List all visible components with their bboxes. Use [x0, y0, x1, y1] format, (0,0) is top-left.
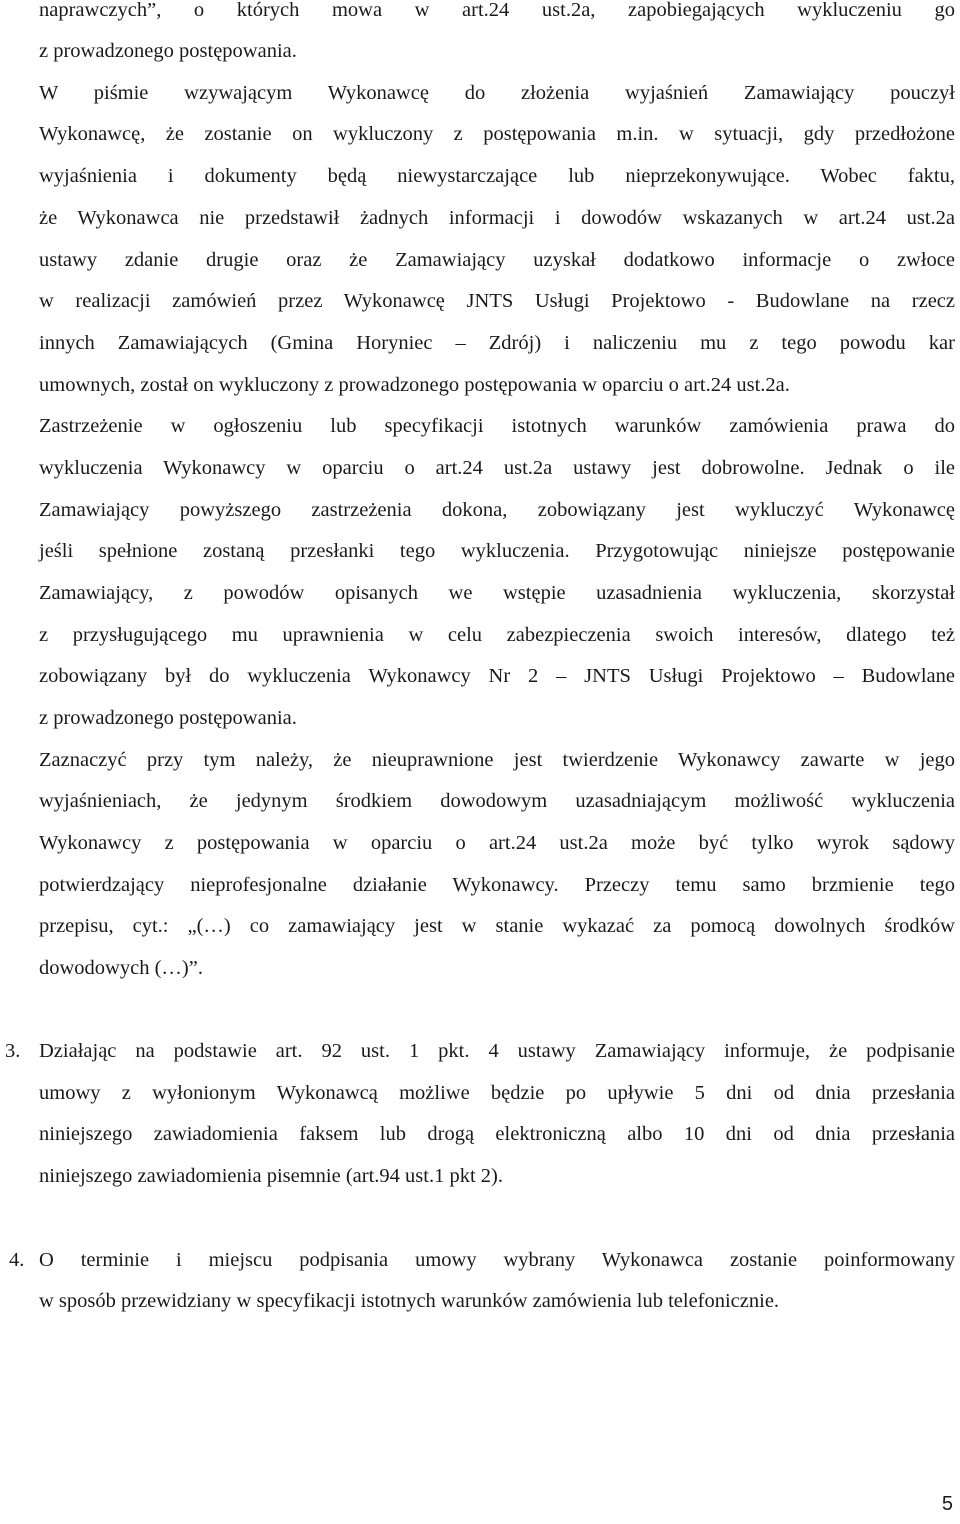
text-line: Zastrzeżenie w ogłoszeniu lub specyfikacji istotnych warunków zamówienia prawa do [39, 415, 955, 437]
text-line: w realizacji zamówień przez Wykonawcę JNTS Usługi Projektowo - Budowlane na rzecz [39, 290, 955, 312]
text-line: przepisu, cyt.: „(…) co zamawiający jest w stanie wykazać za pomocą dowolnych środków [39, 915, 955, 937]
text-line: niniejszego zawiadomienia pisemnie (art.94 ust.1 pkt 2). [39, 1165, 503, 1187]
list-number: 4. [9, 1249, 25, 1271]
text-line: potwierdzający nieprofesjonalne działanie Wykonawcy. Przeczy temu samo brzmienie tego [39, 874, 955, 896]
text-line: z prowadzonego postępowania. [39, 707, 297, 729]
text-line: naprawczych”, o których mowa w art.24 ust.2a, zapobiegających wykluczeniu go [39, 0, 955, 21]
text-line: wykluczenia Wykonawcy w oparciu o art.24 ust.2a ustawy jest dobrowolne. Jednak o ile [39, 457, 955, 479]
text-line: umownych, został on wykluczony z prowadzonego postępowania w oparciu o art.24 ust.2a. [39, 374, 790, 396]
page-number: 5 [941, 1493, 953, 1515]
text-line: W piśmie wzywającym Wykonawcę do złożenia wyjaśnień Zamawiający pouczył [39, 82, 955, 104]
text-line: Zaznaczyć przy tym należy, że nieuprawnione jest twierdzenie Wykonawcy zawarte w jego [39, 749, 955, 771]
text-line: innych Zamawiających (Gmina Horyniec – Zdrój) i naliczeniu mu z tego powodu kar [39, 332, 955, 354]
text-line: umowy z wyłonionym Wykonawcą możliwe będzie po upływie 5 dni od dnia przesłania [39, 1082, 955, 1104]
text-line: ustawy zdanie drugie oraz że Zamawiający uzyskał dodatkowo informacje o zwłoce [39, 249, 955, 271]
text-line: wyjaśnieniach, że jedynym środkiem dowodowym uzasadniającym możliwość wykluczenia [39, 790, 955, 812]
text-line: z prowadzonego postępowania. [39, 40, 297, 62]
text-line: dowodowych (…)”. [39, 957, 203, 979]
text-line: że Wykonawca nie przedstawił żadnych informacji i dowodów wskazanych w art.24 ust.2a [39, 207, 955, 229]
text-line: Zamawiający, z powodów opisanych we wstępie uzasadnienia wykluczenia, skorzystał [39, 582, 955, 604]
text-line: niniejszego zawiadomienia faksem lub drogą elektroniczną albo 10 dni od dnia przesłania [39, 1123, 955, 1145]
text-line: wyjaśnienia i dokumenty będą niewystarczające lub nieprzekonywujące. Wobec faktu, [39, 165, 955, 187]
text-line: Wykonawcy z postępowania w oparciu o art.24 ust.2a może być tylko wyrok sądowy [39, 832, 955, 854]
text-line: jeśli spełnione zostaną przesłanki tego wykluczenia. Przygotowując niniejsze postępowanie [39, 540, 955, 562]
text-line: Działając na podstawie art. 92 ust. 1 pkt. 4 ustawy Zamawiający informuje, że podpisanie [39, 1040, 955, 1062]
text-line: zobowiązany był do wykluczenia Wykonawcy Nr 2 – JNTS Usługi Projektowo – Budowlane [39, 665, 955, 687]
list-number: 3. [5, 1040, 21, 1062]
text-line: z przysługującego mu uprawnienia w celu zabezpieczenia swoich interesów, dlatego też [39, 624, 955, 646]
text-line: Zamawiający powyższego zastrzeżenia dokona, zobowiązany jest wykluczyć Wykonawcę [39, 499, 955, 521]
text-line: Wykonawcę, że zostanie on wykluczony z postępowania m.in. w sytuacji, gdy przedłożone [39, 123, 955, 145]
text-line: O terminie i miejscu podpisania umowy wybrany Wykonawca zostanie poinformowany [39, 1249, 955, 1271]
text-line: w sposób przewidziany w specyfikacji istotnych warunków zamówienia lub telefonicznie. [39, 1290, 780, 1312]
